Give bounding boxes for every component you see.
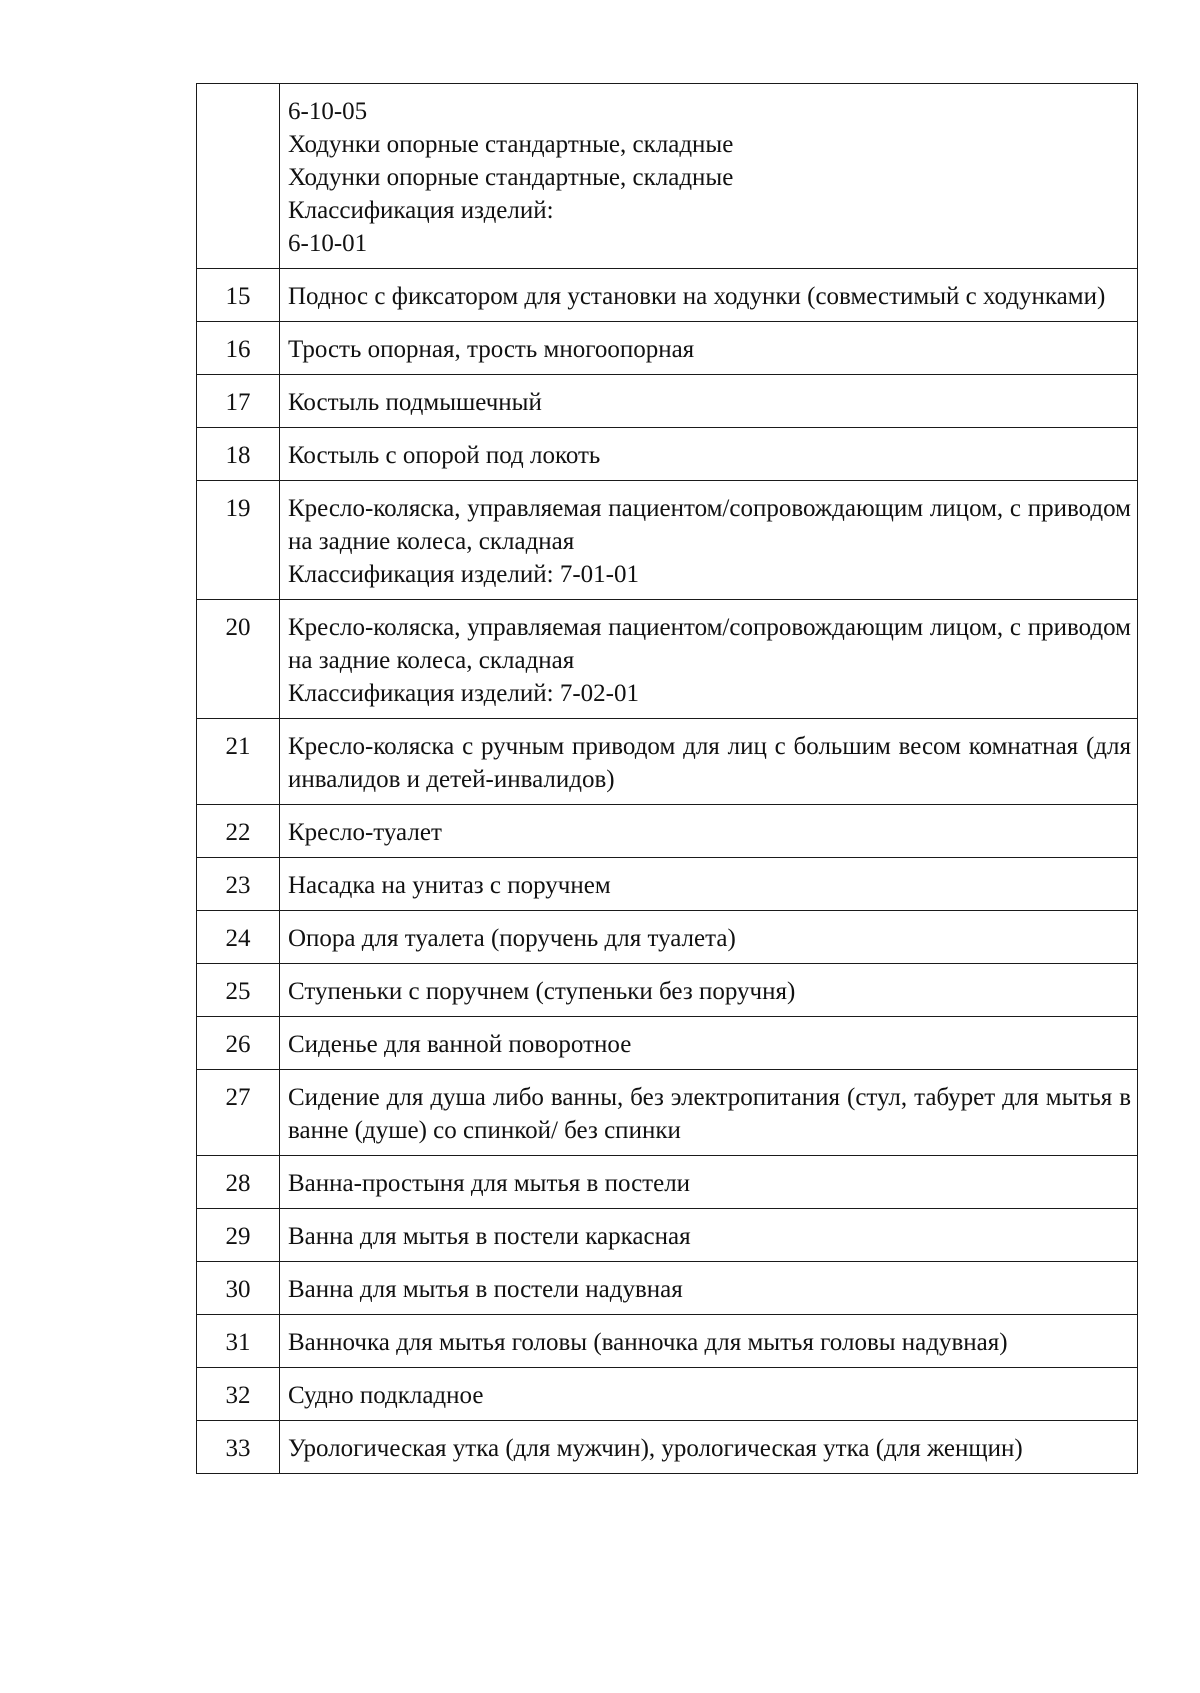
table-row [197, 719, 1138, 805]
description-line: Поднос с фиксатором для установки на ходунки (совместимый с ходунками) [288, 283, 1106, 310]
table-row [197, 375, 1138, 428]
table-row [197, 858, 1138, 911]
description-line: Костыль с опорой под локоть [288, 442, 601, 469]
table-row [197, 1421, 1138, 1474]
description-line: Кресло-коляска, управляемая пациентом/сопровождающим лицом, с приводом на задние колеса, складная [288, 495, 1131, 555]
table-row [197, 322, 1138, 375]
row-number: 25 [197, 964, 280, 1017]
items-table [196, 83, 1138, 1474]
row-description [280, 481, 1138, 600]
description-line: Сиденье для ванной поворотное [288, 1031, 632, 1058]
description-line: Насадка на унитаз с поручнем [288, 872, 611, 899]
row-description [280, 719, 1138, 805]
description-line: Опора для туалета (поручень для туалета) [288, 925, 736, 952]
description-line: Кресло-коляска с ручным приводом для лиц с большим весом комнатная (для инвалидов и детей-инвалидов) [288, 733, 1131, 793]
row-description [280, 269, 1138, 322]
table-row [197, 1070, 1138, 1156]
row-description [280, 1070, 1138, 1156]
description-line: Ванна для мытья в постели надувная [288, 1276, 683, 1303]
row-description [280, 322, 1138, 375]
description-line: Ванночка для мытья головы (ванночка для мытья головы надувная) [288, 1329, 1008, 1356]
table-row [197, 964, 1138, 1017]
row-number: 18 [197, 428, 280, 481]
table-row [197, 481, 1138, 600]
row-number: 15 [197, 269, 280, 322]
table-row [197, 600, 1138, 719]
table-row [197, 1262, 1138, 1315]
description-line: Ступеньки с поручнем (ступеньки без поручня) [288, 978, 796, 1005]
description-line: Сидение для душа либо ванны, без электропитания (стул, табурет для мытья в ванне (душе) со спинкой/ без спинки [288, 1084, 1131, 1144]
row-description [280, 1315, 1138, 1368]
table-row [197, 1209, 1138, 1262]
table-row [197, 1156, 1138, 1209]
row-description [280, 428, 1138, 481]
row-description [280, 911, 1138, 964]
row-description [280, 1421, 1138, 1474]
table-row [197, 805, 1138, 858]
table-row [197, 269, 1138, 322]
row-number: 16 [197, 322, 280, 375]
row-number: 31 [197, 1315, 280, 1368]
row-description [280, 805, 1138, 858]
row-number [197, 84, 280, 269]
row-description [280, 600, 1138, 719]
description-line: Трость опорная, трость многоопорная [288, 336, 695, 363]
description-line: 6-10-01 [288, 230, 368, 257]
description-line: Ходунки опорные стандартные, складные [288, 131, 734, 158]
row-description [280, 858, 1138, 911]
row-description [280, 964, 1138, 1017]
row-number: 27 [197, 1070, 280, 1156]
row-number: 26 [197, 1017, 280, 1070]
table-row [197, 911, 1138, 964]
row-number: 20 [197, 600, 280, 719]
row-number: 32 [197, 1368, 280, 1421]
table-row [197, 1315, 1138, 1368]
row-description [280, 375, 1138, 428]
row-number: 29 [197, 1209, 280, 1262]
row-number: 19 [197, 481, 280, 600]
description-line: Судно подкладное [288, 1382, 484, 1409]
row-description [280, 1209, 1138, 1262]
row-description [280, 1156, 1138, 1209]
description-line: Кресло-коляска, управляемая пациентом/сопровождающим лицом, с приводом на задние колеса, складная [288, 614, 1131, 674]
table-row [197, 1017, 1138, 1070]
row-description [280, 84, 1138, 269]
row-number: 33 [197, 1421, 280, 1474]
description-line: Классификация изделий: 7-01-01 [288, 561, 639, 588]
description-line: 6-10-05 [288, 98, 368, 125]
description-line: Ванна-простыня для мытья в постели [288, 1170, 691, 1197]
row-number: 17 [197, 375, 280, 428]
description-line: Урологическая утка (для мужчин), урологическая утка (для женщин) [288, 1435, 1023, 1462]
row-number: 24 [197, 911, 280, 964]
row-description [280, 1017, 1138, 1070]
table-row [197, 84, 1138, 269]
description-line: Кресло-туалет [288, 819, 442, 846]
row-description [280, 1262, 1138, 1315]
row-number: 22 [197, 805, 280, 858]
row-number: 28 [197, 1156, 280, 1209]
row-description [280, 1368, 1138, 1421]
row-number: 30 [197, 1262, 280, 1315]
table-row [197, 428, 1138, 481]
items-table-body [197, 84, 1138, 1474]
table-row [197, 1368, 1138, 1421]
description-line: Классификация изделий: [288, 197, 554, 224]
description-line: Классификация изделий: 7-02-01 [288, 680, 639, 707]
description-line: Костыль подмышечный [288, 389, 542, 416]
row-number: 21 [197, 719, 280, 805]
row-number: 23 [197, 858, 280, 911]
description-line: Ходунки опорные стандартные, складные [288, 164, 734, 191]
description-line: Ванна для мытья в постели каркасная [288, 1223, 691, 1250]
